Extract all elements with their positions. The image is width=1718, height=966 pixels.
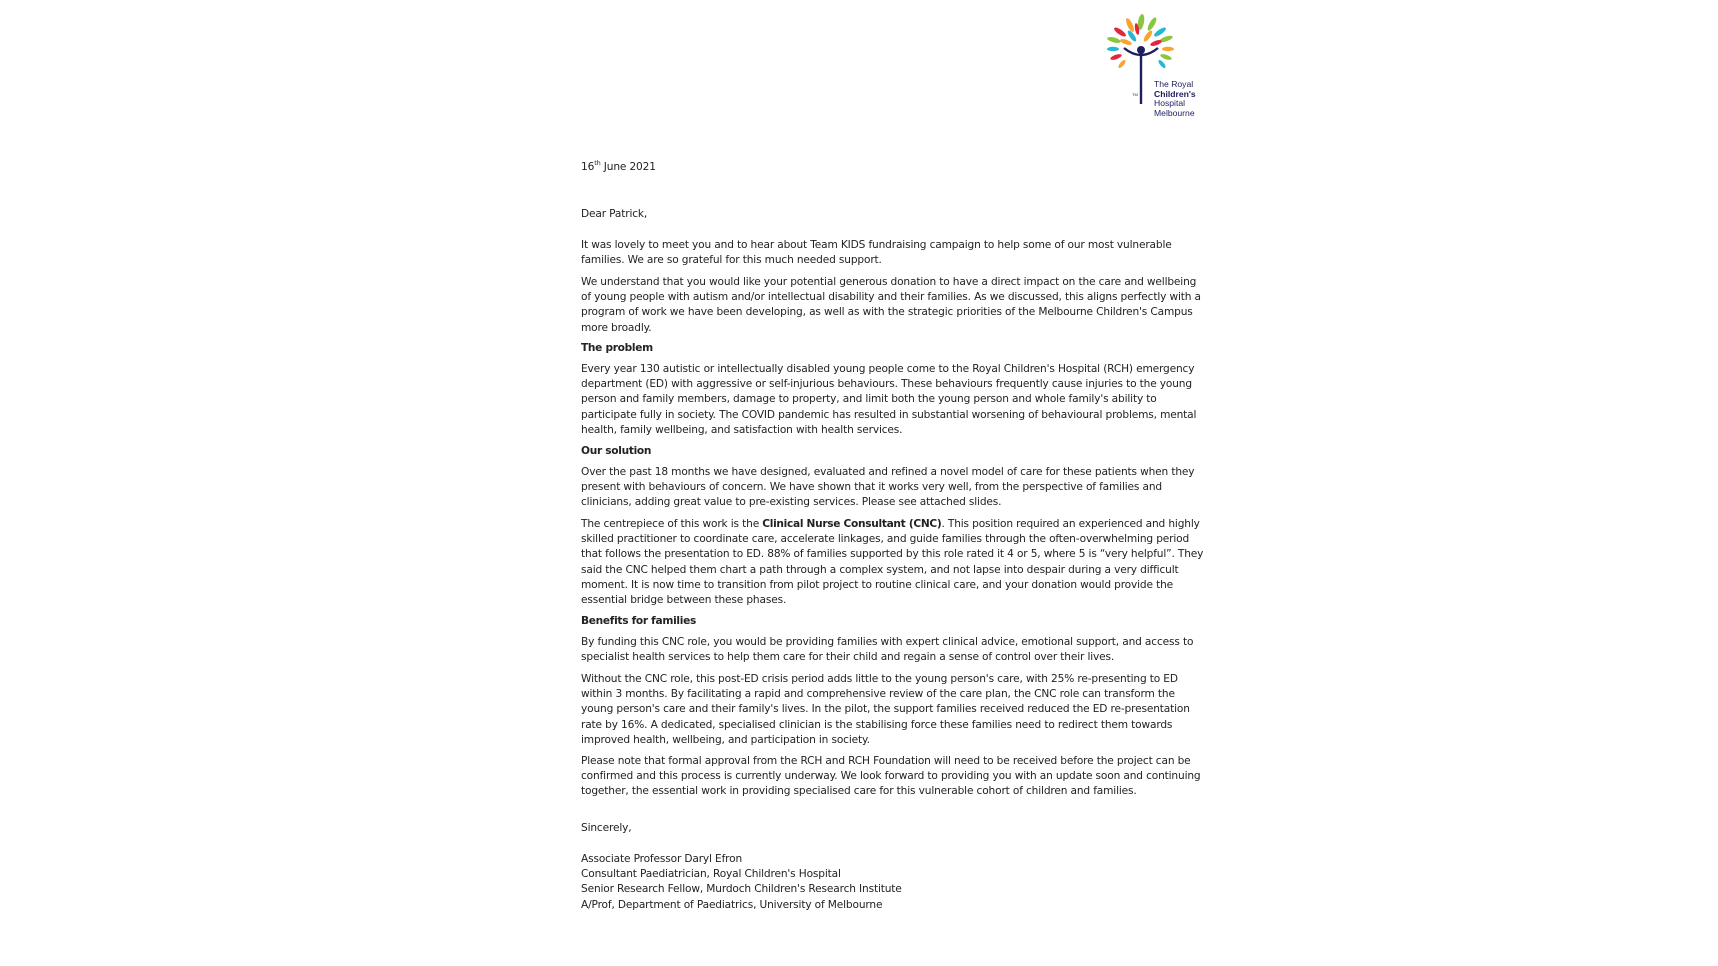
- salutation: Dear Patrick,: [581, 208, 648, 220]
- heading-problem: The problem: [581, 342, 653, 354]
- paragraph-problem: Every year 130 autistic or intellectually disabled young people come to the Royal Children's Hospital (RCH) emergency department (ED) with aggressive or self-injurious behaviours. These behaviours frequently cause injuries to the young person and family members, damage to property, and limit both the young person and whole family's ability to participate fully in society. The COVID pandemic has resulted in substantial worsening of behavioural problems, mental health, family wellbeing, and satisfaction with health services.: [581, 363, 1197, 436]
- paragraph-solution: Over the past 18 months we have designed, evaluated and refined a novel model of care for these patients when they present with behaviours of concern. We have shown that it works very well, from the perspective of families and clinicians, adding great value to pre-existing services. Please see attached slides.: [581, 466, 1195, 509]
- signature-block: [581, 852, 1207, 913]
- paragraph-cnc: The centrepiece of this work is the Clinical Nurse Consultant (CNC). This position required an experienced and highly skilled practitioner to coordinate care, accelerate linkages, and guide families through the often-overwhelming period that follows the presentation to ED. 88% of families supported by this role rated it 4 or 5, where 5 is “very helpful”. They said the CNC helped them chart a path through a complex system, and not lapse into despair during a very difficult moment. It is now time to transition from pilot project to routine clinical care, and your donation would provide the essential bridge between these phases.: [581, 518, 1204, 607]
- trademark: TM: [1132, 92, 1138, 97]
- heading-solution: Our solution: [581, 445, 652, 457]
- paragraph-impact: Without the CNC role, this post-ED crisis period adds little to the young person's care, with 25% re-presenting to ED within 3 months. By facilitating a rapid and comprehensive review of the care plan, the CNC role can transform the young person's care and their family's lives. In the pilot, the support families received reduced the ED re-presentation rate by 16%. A dedicated, specialised clinician is the stabilising force these families need to redirect them towards improved health, wellbeing, and participation in society.: [581, 673, 1190, 746]
- signature-line: Consultant Paediatrician, Royal Children's Hospital: [581, 868, 841, 881]
- logo-line: The Royal: [1154, 79, 1194, 89]
- signature-line: Senior Research Fellow, Murdoch Children's Research Institute: [581, 883, 902, 896]
- letter-date: 16th June 2021: [581, 159, 656, 173]
- signature-line: A/Prof, Department of Paediatrics, University of Melbourne: [581, 898, 883, 911]
- heading-benefits: Benefits for families: [581, 615, 696, 627]
- logo-line: Hospital: [1154, 98, 1186, 109]
- rch-logo: [1100, 12, 1210, 124]
- paragraph-approval: Please note that formal approval from the RCH and RCH Foundation will need to be received before the project can be confirmed and this process is currently underway. We look forward to providing you with an update soon and continuing together, the essential work in providing specialised care for this vulnerable cohort of children and families.: [581, 755, 1201, 798]
- logo-line: Children's: [1154, 88, 1196, 99]
- logo-line: Melbourne: [1154, 107, 1195, 118]
- logo-wordmark: [1154, 80, 1196, 118]
- paragraph-donation: We understand that you would like your potential generous donation to have a direct impact on the care and wellbeing of young people with autism and/or intellectual disability and their families. As we discussed, this aligns perfectly with a program of work we have been developing, as well as with the strategic priorities of the Melbourne Children's Campus more broadly.: [581, 276, 1201, 334]
- paragraph-benefits: By funding this CNC role, you would be providing families with expert clinical advice, emotional support, and access to specialist health services to help them care for their child and regain a sense of control over their lives.: [581, 636, 1194, 664]
- closing: Sincerely,: [581, 822, 632, 834]
- signature-line: Associate Professor Daryl Efron: [581, 853, 743, 865]
- paragraph-intro: It was lovely to meet you and to hear about Team KIDS fundraising campaign to help some of our most vulnerable families. We are so grateful for this much needed support.: [581, 239, 1172, 267]
- cnc-role-name: Clinical Nurse Consultant (CNC): [762, 518, 942, 530]
